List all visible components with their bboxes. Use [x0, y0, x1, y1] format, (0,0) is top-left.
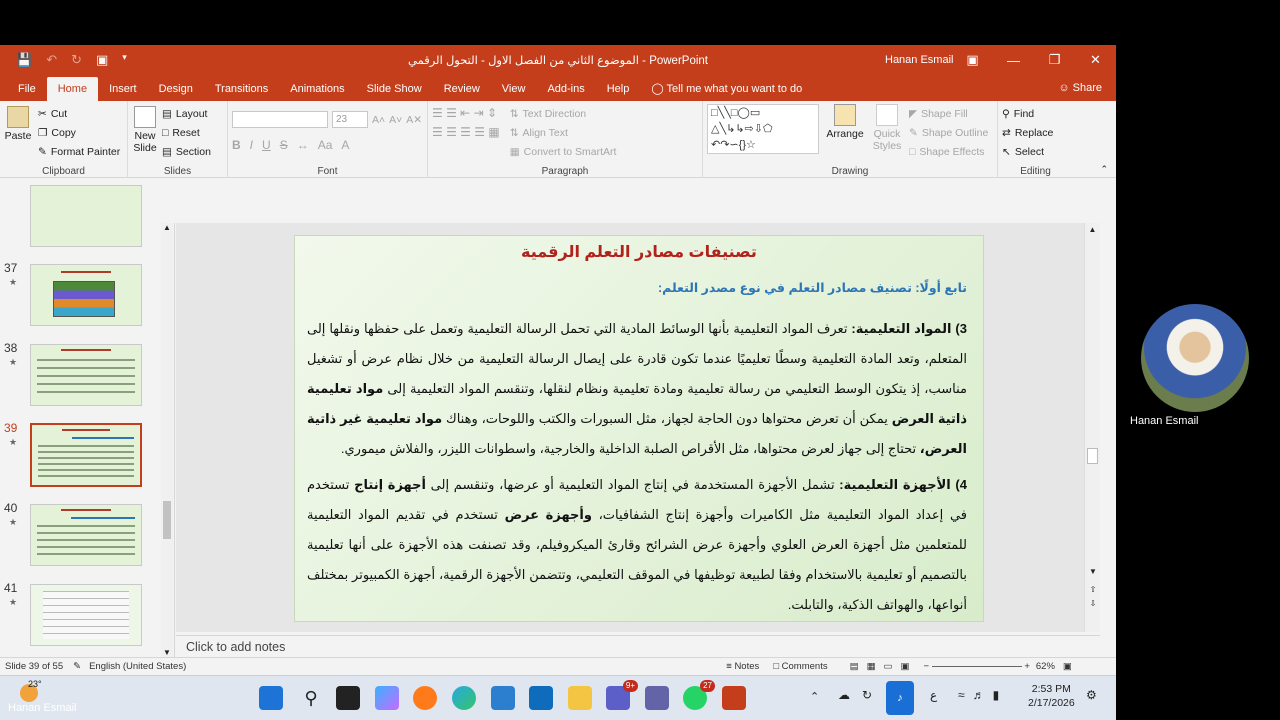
tab-help[interactable]: Help — [606, 83, 630, 95]
store-icon[interactable] — [491, 686, 515, 710]
video-panel — [1116, 45, 1280, 675]
tab-slide-show[interactable]: Slide Show — [366, 83, 422, 95]
input-language[interactable]: ع — [930, 688, 938, 702]
smartart-icon: ▦ — [509, 145, 520, 158]
slide-thumbnail[interactable] — [30, 504, 142, 566]
clock-date: 2/17/2026 — [1028, 697, 1075, 709]
file-explorer-icon[interactable] — [568, 686, 592, 710]
layout-button[interactable] — [162, 104, 211, 123]
scroll-thumb[interactable] — [163, 501, 171, 539]
devices-text-1: تشمل الأجهزة المستخدمة في إنتاج المواد التعليمية أو عرضها، وتنقسم إلى — [425, 477, 840, 492]
app-name: PowerPoint — [649, 55, 708, 67]
network-volume-battery-icons[interactable]: ≈♬▮ — [958, 688, 1008, 702]
status-bar — [0, 657, 1116, 675]
section-icon: ▤ — [162, 145, 172, 158]
paragraph-devices[interactable] — [307, 470, 967, 620]
new-slide-label-2: Slide — [133, 142, 157, 154]
title-bar — [0, 45, 1116, 75]
language-status[interactable]: English (United States) — [89, 661, 187, 672]
brush-icon: ✎ — [38, 145, 47, 158]
clipboard-group — [0, 101, 128, 178]
view-buttons[interactable]: ▤▦▭▣ — [849, 661, 918, 672]
slide-title[interactable]: تصنيفات مصادر التعلم الرقمية — [521, 244, 757, 261]
notes-toggle[interactable]: ≡ Notes — [726, 661, 760, 672]
slide-number: 39 — [4, 421, 18, 435]
cut-button[interactable] — [38, 104, 120, 123]
strikethrough-button[interactable]: S — [279, 137, 288, 152]
find-label: Find — [1013, 107, 1035, 120]
thumb-text-line — [38, 451, 134, 453]
shape-outline-button[interactable] — [909, 123, 988, 142]
shape-effects-label: Shape Effects — [919, 145, 985, 158]
scroll-thumb[interactable] — [1087, 448, 1098, 464]
scroll-down-icon[interactable]: ▼ — [163, 648, 171, 657]
quick-styles-icon — [876, 104, 898, 126]
thumb-text-line — [38, 469, 134, 471]
teams-badge: 9+ — [623, 680, 638, 692]
drawing-group-label: Drawing — [831, 166, 869, 177]
zoom-level[interactable]: 62% — [1035, 661, 1055, 672]
tray-overflow-icon[interactable]: ⌃ — [810, 691, 820, 703]
materials-bold-1: مواد تعليمية ذاتية العرض — [307, 381, 968, 426]
account-name[interactable]: Hanan Esmail — [885, 54, 954, 66]
collapse-ribbon-icon[interactable]: ⌃ — [1100, 164, 1108, 174]
spellcheck-icon[interactable]: ✎ — [73, 661, 82, 672]
transition-star-icon: ★ — [9, 437, 18, 447]
font-name-box[interactable] — [232, 111, 328, 128]
align-text-label: Align Text — [522, 126, 568, 139]
slide-number: 38 — [4, 341, 18, 355]
transition-star-icon: ★ — [9, 357, 18, 367]
list-buttons[interactable]: ☰ ☰ ⇤ ⇥ ⇕ — [432, 106, 498, 120]
thumb-text-line — [37, 539, 135, 541]
outline-icon: ✎ — [909, 126, 918, 139]
restore-icon[interactable]: ❐ — [1048, 52, 1061, 67]
thumb-title-line — [61, 349, 111, 351]
quick-styles-button[interactable] — [871, 104, 903, 161]
align-text-icon: ⇅ — [509, 126, 519, 139]
tab-file[interactable]: File — [18, 83, 36, 95]
new-slide-button[interactable] — [132, 106, 158, 161]
select-label: Select — [1014, 145, 1044, 158]
participant-name: Hanan Esmail — [1130, 415, 1199, 427]
redo-icon[interactable]: ↻ — [71, 52, 82, 67]
text-direction-label: Text Direction — [522, 107, 587, 120]
select-icon: ↖ — [1002, 145, 1011, 158]
outlook-icon[interactable] — [529, 686, 553, 710]
materials-heading: 3) المواد التعليمية: — [851, 321, 967, 336]
transition-star-icon: ★ — [9, 277, 18, 287]
firefox-icon[interactable] — [413, 686, 437, 710]
copy-label: Copy — [51, 126, 76, 139]
slide-thumbnail[interactable] — [30, 344, 142, 406]
copilot-icon[interactable] — [375, 686, 399, 710]
tab-design[interactable]: Design — [158, 83, 193, 95]
notifications-icon[interactable]: ⚙ — [1086, 688, 1097, 702]
bold-button[interactable]: B — [232, 137, 241, 152]
thumb-table — [43, 591, 129, 639]
slide-thumbnail[interactable] — [30, 185, 142, 247]
drawing-group — [703, 101, 998, 178]
slide-subtitle[interactable]: تابع أولًا: تصنيف مصادر التعلم في نوع مصدر التعلم: — [657, 281, 967, 295]
new-slide-icon — [134, 106, 156, 128]
search-icon[interactable]: ⚲ — [304, 688, 318, 708]
replace-label: Replace — [1014, 126, 1054, 139]
thumb-title-line — [61, 509, 111, 511]
layout-label: Layout — [175, 107, 208, 120]
devices-text-3: تستخدم في تقديم المواد التعليمية للمتعلمين مثل أجهزة العرض العلوي وأجهزة عرض الشرائح وقارئ الميكروفيلم، وقد تصنفت هذه الأجهزة على أنها تعليمية بالتصميم أو تعليمية بالاستخدام وفقا لطبيعة توظيفها في الموقف التعليمي، وتتضمن الأجهزة الرقمية، أجهزة الكمبيوتر بمختلف أنواعها، والهواتف الذكية، والتابلت. — [307, 507, 967, 612]
tell-me-text: Tell me what you want to do — [666, 83, 803, 95]
share-label: Share — [1072, 82, 1102, 94]
cut-label: Cut — [50, 107, 68, 120]
thumb-text-line — [38, 445, 134, 447]
change-case-icon[interactable]: Aa — [317, 137, 333, 152]
materials-bold-2: مواد تعليمية غير ذاتية العرض، — [307, 411, 967, 456]
thumb-text-line — [38, 475, 134, 477]
thumb-text-line — [37, 525, 135, 527]
effects-icon: □ — [909, 145, 916, 158]
tab-home[interactable]: Home — [47, 77, 98, 101]
convert-smartart-label: Convert to SmartArt — [523, 145, 617, 158]
participant-avatar — [1141, 304, 1249, 412]
text-direction-button[interactable] — [510, 104, 617, 123]
transition-star-icon: ★ — [9, 517, 18, 527]
devices-heading: 4) الأجهزة التعليمية: — [839, 477, 967, 492]
tab-add-ins[interactable]: Add-ins — [547, 83, 585, 95]
paste-button[interactable] — [4, 106, 32, 161]
tray-icons[interactable]: ☁↻ — [838, 688, 885, 702]
transition-star-icon: ★ — [9, 597, 18, 607]
scroll-down-icon[interactable]: ▼ — [1089, 567, 1097, 576]
ribbon-display-icon[interactable]: ▣ — [966, 52, 979, 67]
fit-slide-icon[interactable]: ▣ — [1062, 661, 1072, 672]
title-separator: - — [642, 55, 646, 67]
slide-number: 37 — [4, 261, 18, 275]
reset-label: Reset — [172, 126, 200, 139]
thumb-title-line — [62, 429, 110, 431]
align-buttons[interactable]: ☰ ☰ ☰ ☰ ▦ — [432, 125, 500, 139]
ribbon — [0, 101, 1116, 178]
underline-button[interactable]: U — [262, 137, 271, 152]
scroll-up-icon[interactable]: ▲ — [1088, 225, 1097, 234]
tab-insert[interactable]: Insert — [109, 83, 137, 95]
scroll-up-icon[interactable]: ▲ — [163, 223, 171, 232]
thumb-text-line — [38, 463, 134, 465]
slide-thumbnails-pane[interactable] — [0, 223, 175, 657]
slide-thumbnail[interactable] — [30, 264, 142, 326]
thumb-text-line — [71, 517, 135, 519]
devices-bold-1: أجهزة إنتاج — [354, 477, 426, 492]
powerpoint-icon[interactable] — [722, 686, 746, 710]
materials-text-1: تعرف المواد التعليمية بأنها الوسائط المادية التي تحمل الرسالة التعليمية وتعمل على حفظها ونقلها إلى المتعلم، وتعد المادة التعليمية وسطًا تعليميًا عندما تكون قادرة على إيصال الرسالة التعليمية من خلال نظام عرض أو تشغيل مناسب، إذ يتكون الوسط التعليمي من رسالة تعليمية ومادة تعليمية ونظام لنقلها، وتنقسم المواد التعليمية إلى — [307, 321, 967, 396]
shape-fill-label: Shape Fill — [921, 107, 968, 120]
shapes-gallery[interactable]: □╲╲□◯▭ △╲↳↳⇨⇩⬠ ↶↷∽{}☆ — [707, 104, 819, 154]
taskbar — [0, 675, 1116, 720]
layout-icon: ▤ — [162, 107, 172, 120]
search-icon: ⚲ — [1002, 107, 1010, 120]
powerpoint-window — [0, 45, 1116, 709]
minimize-icon[interactable]: — — [1007, 52, 1020, 68]
zoom-slider[interactable]: − + — [923, 661, 1030, 672]
slide-canvas[interactable] — [294, 235, 984, 622]
thumb-text-line — [37, 375, 135, 377]
paragraph-materials[interactable] — [307, 314, 967, 464]
copy-button[interactable] — [38, 123, 120, 142]
font-size-box[interactable]: 23 — [332, 111, 368, 128]
slide-editor[interactable] — [176, 223, 1100, 632]
thumb-text-line — [37, 532, 135, 534]
tab-review[interactable]: Review — [443, 83, 480, 95]
section-button[interactable] — [162, 142, 211, 161]
quick-styles-label-1: Quick — [873, 128, 901, 140]
arrange-label: Arrange — [826, 128, 864, 140]
arrange-icon — [834, 104, 856, 126]
meeting-name-label: Hanan Esmail — [8, 702, 77, 714]
slide-number: 41 — [4, 581, 18, 595]
comments-toggle-label: Comments — [781, 661, 828, 672]
convert-smartart-button[interactable] — [510, 142, 617, 161]
next-slide-icon[interactable]: ⇩ — [1089, 599, 1097, 608]
thumb-title-line — [61, 271, 111, 273]
person-icon: ☺ — [1058, 82, 1070, 94]
whatsapp-icon[interactable] — [683, 681, 712, 710]
temperature: 23° — [28, 679, 42, 689]
thumb-text-line — [38, 457, 134, 459]
slide-thumbnail[interactable] — [30, 584, 142, 646]
char-spacing-icon[interactable]: ↔ — [296, 137, 309, 152]
format-painter-button[interactable] — [38, 142, 120, 161]
microphone-icon[interactable]: ♪ — [886, 681, 914, 715]
clear-format-icon[interactable]: A✕ — [406, 113, 423, 126]
whatsapp-badge: 27 — [700, 680, 715, 692]
font-group — [228, 101, 428, 178]
font-color-icon[interactable]: A — [341, 137, 350, 152]
thumb-text-line — [37, 553, 135, 555]
materials-text-3: تحتاج إلى جهاز لعرض محتواها، مثل الأقراص الصلبة الداخلية والخارجية، واسطوانات الليزر، والفلاش ميموري. — [340, 441, 920, 456]
text-direction-icon: ⇅ — [509, 107, 519, 120]
clipboard-group-label: Clipboard — [42, 166, 85, 177]
reset-icon: □ — [162, 126, 169, 139]
section-label: Section — [175, 145, 211, 158]
paragraph-group — [428, 101, 703, 178]
quick-styles-label-2: Styles — [872, 140, 902, 152]
comments-toggle[interactable]: □ Comments — [773, 661, 828, 672]
format-painter-label: Format Painter — [50, 145, 121, 158]
thumbnails-scrollbar[interactable] — [161, 223, 173, 657]
share-button[interactable] — [1058, 75, 1102, 101]
thumb-text-line — [37, 367, 135, 369]
replace-icon: ⇄ — [1002, 126, 1011, 139]
customize-qat-icon[interactable]: ▾ — [122, 52, 127, 62]
task-view-icon[interactable] — [336, 686, 360, 710]
scissors-icon: ✂ — [38, 107, 47, 120]
teams-work-icon[interactable] — [645, 686, 669, 710]
lightbulb-icon: ◯ — [651, 83, 664, 95]
save-icon[interactable]: 💾 — [16, 52, 33, 67]
italic-button[interactable]: I — [249, 137, 254, 152]
present-icon[interactable]: ▣ — [96, 52, 109, 67]
close-icon[interactable]: ✕ — [1090, 52, 1101, 67]
fill-icon: ◤ — [909, 107, 918, 120]
edge-icon[interactable] — [452, 686, 476, 710]
thumb-text-line — [37, 359, 135, 361]
shrink-font-icon[interactable]: A˅ — [389, 113, 403, 126]
copy-icon: ❐ — [38, 126, 48, 139]
thumb-diagram — [53, 281, 115, 317]
slides-group-label: Slides — [163, 166, 192, 177]
shape-fill-button[interactable] — [909, 104, 988, 123]
align-text-button[interactable] — [510, 123, 617, 142]
tab-animations[interactable]: Animations — [290, 83, 345, 95]
teams-icon[interactable] — [606, 681, 635, 710]
replace-button[interactable] — [1002, 123, 1069, 142]
paragraph-group-label: Paragraph — [541, 166, 589, 177]
thumb-text-line — [37, 546, 135, 548]
slide-thumbnail-selected[interactable] — [30, 423, 142, 487]
select-button[interactable] — [1002, 142, 1069, 161]
tab-view[interactable]: View — [501, 83, 526, 95]
reset-button[interactable] — [162, 123, 211, 142]
shape-outline-label: Shape Outline — [921, 126, 989, 139]
slides-group — [128, 101, 228, 178]
shape-effects-button[interactable] — [909, 142, 988, 161]
editing-group — [998, 101, 1073, 178]
notes-placeholder: Click to add notes — [186, 640, 286, 654]
thumb-text-line — [72, 437, 134, 439]
devices-text-2: تستخدم في إعداد المواد التعليمية مثل الكاميرات وأجهزة إنتاج الشفافيات، — [307, 477, 967, 522]
thumb-text-line — [37, 391, 135, 393]
thumb-text-line — [37, 383, 135, 385]
arrange-button[interactable] — [825, 104, 865, 161]
tab-transitions[interactable]: Transitions — [214, 83, 269, 95]
new-slide-label-1: New — [134, 130, 156, 142]
materials-text-2: يمكن أن تعرض محتواها دون الحاجة لجهاز، مثل السبورات والكتب واللوحات، وهناك — [442, 411, 892, 426]
grow-font-icon[interactable]: A˄ — [372, 113, 386, 126]
paste-label: Paste — [4, 130, 32, 142]
notes-toggle-label: Notes — [734, 661, 760, 672]
undo-icon[interactable]: ↶ — [46, 52, 58, 67]
notes-pane[interactable] — [176, 635, 1100, 657]
clock-time: 2:53 PM — [1031, 683, 1071, 695]
devices-bold-2: وأجهزة عرض — [504, 507, 592, 522]
slide-number: 40 — [4, 501, 18, 515]
prev-slide-icon[interactable]: ⇧ — [1089, 585, 1097, 594]
paste-icon — [7, 106, 29, 128]
slide-counter: Slide 39 of 55 — [5, 661, 64, 672]
clock[interactable] — [1028, 682, 1075, 710]
tell-me-box[interactable] — [640, 77, 813, 101]
editing-group-label: Editing — [1020, 166, 1051, 177]
font-group-label: Font — [317, 166, 338, 177]
windows-start-icon[interactable] — [259, 686, 283, 710]
find-button[interactable] — [1002, 104, 1069, 123]
editor-scrollbar[interactable] — [1084, 223, 1100, 632]
document-title: الموضوع الثاني من الفصل الاول - التحول الرقمي — [407, 55, 639, 67]
ribbon-tabs — [0, 75, 1116, 101]
